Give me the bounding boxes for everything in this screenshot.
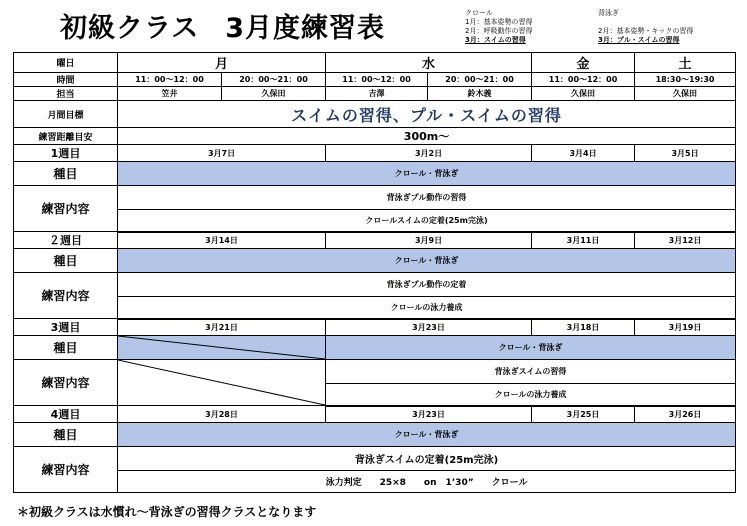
diagonal-strike <box>118 360 325 405</box>
crawl-note-line: 3月：スイムの習得 <box>465 36 526 44</box>
time-cell: 20：00～21：00 <box>222 73 326 87</box>
week-date-fri: 3月4日 <box>532 145 635 162</box>
cancelled-cell <box>118 336 326 360</box>
label-content: 練習内容 <box>14 360 118 406</box>
cancelled-cell <box>118 360 326 406</box>
label-content: 練習内容 <box>14 447 118 493</box>
week-content-line: 背泳ぎプル動作の習得 <box>118 186 736 210</box>
footer-note: ＊初級クラスは水慣れ～背泳ぎの習得クラスとなります <box>17 505 317 519</box>
time-cell: 20：00～21：00 <box>428 73 532 87</box>
label-item: 種目 <box>14 336 118 360</box>
day-fri: 金 <box>532 53 635 73</box>
schedule-table <box>13 52 736 493</box>
backstroke-note-line: 2月：基本姿勢・キックの習得 <box>598 27 694 35</box>
week-item: クロール・背泳ぎ <box>118 162 736 186</box>
backstroke-notes-header: 背泳ぎ <box>598 9 619 17</box>
backstroke-note-line: 3月：プル・スイムの習得 <box>598 36 680 44</box>
label-monthly-goal: 月間目標 <box>14 101 118 128</box>
coach-cell: 吉澤 <box>326 87 428 101</box>
time-cell: 11：00～12：00 <box>532 73 635 87</box>
week-date-sat: 3月26日 <box>635 406 736 423</box>
coach-cell: 久保田 <box>635 87 736 101</box>
day-sat: 土 <box>635 53 736 73</box>
week-name: 3週目 <box>14 319 118 336</box>
title-class: 初級クラス <box>60 13 200 44</box>
diagonal-strike <box>118 336 325 359</box>
week-date-wed: 3月23日 <box>326 406 532 423</box>
monthly-goal: スイムの習得、プル・スイムの習得 <box>118 101 736 128</box>
week-item: クロール・背泳ぎ <box>118 249 736 273</box>
week-date-wed: 3月23日 <box>326 319 532 336</box>
label-content: 練習内容 <box>14 186 118 232</box>
week-content-line: 泳力判定 25×8 on 1’30” クロール <box>118 471 736 493</box>
week-date-mon: 3月7日 <box>118 145 326 162</box>
week-date-sat: 3月5日 <box>635 145 736 162</box>
week-date-wed: 3月2日 <box>326 145 532 162</box>
time-cell: 18:30～19:30 <box>635 73 736 87</box>
page-title <box>60 6 385 45</box>
coach-cell: 笠井 <box>118 87 222 101</box>
label-time: 時間 <box>14 73 118 87</box>
week-content-line: 背泳ぎスイムの定着(25m完泳) <box>118 447 736 471</box>
week-date-fri: 3月18日 <box>532 319 635 336</box>
week-item: クロール・背泳ぎ <box>326 336 736 360</box>
backstroke-notes <box>598 9 693 45</box>
coach-cell: 久保田 <box>532 87 635 101</box>
week-content-line: クロールの泳力養成 <box>118 297 736 319</box>
week-date-wed: 3月9日 <box>326 232 532 249</box>
week-name: 1週目 <box>14 145 118 162</box>
label-item: 種目 <box>14 249 118 273</box>
week-date-sat: 3月12日 <box>635 232 736 249</box>
week-date-mon: 3月21日 <box>118 319 326 336</box>
week-content-line: 背泳ぎスイムの習得 <box>326 360 736 384</box>
week-content-line: 背泳ぎプル動作の定着 <box>118 273 736 297</box>
crawl-notes-header: クロール <box>465 9 493 17</box>
label-item: 種目 <box>14 423 118 447</box>
week-item: クロール・背泳ぎ <box>118 423 736 447</box>
week-name: 4週目 <box>14 406 118 423</box>
coach-cell: 久保田 <box>222 87 326 101</box>
crawl-note-line: 2月：呼吸動作の習得 <box>465 27 533 35</box>
label-distance: 練習距離目安 <box>14 128 118 145</box>
week-date-fri: 3月25日 <box>532 406 635 423</box>
week-date-fri: 3月11日 <box>532 232 635 249</box>
title-plan: 3月度練習表 <box>225 13 385 44</box>
week-date-mon: 3月28日 <box>118 406 326 423</box>
label-day: 曜日 <box>14 53 118 73</box>
label-content: 練習内容 <box>14 273 118 319</box>
day-mon: 月 <box>118 53 326 73</box>
crawl-notes <box>465 9 532 45</box>
coach-cell: 鈴木義 <box>428 87 532 101</box>
distance: 300m～ <box>118 128 736 145</box>
week-date-mon: 3月14日 <box>118 232 326 249</box>
label-coach: 担当 <box>14 87 118 101</box>
label-item: 種目 <box>14 162 118 186</box>
day-wed: 水 <box>326 53 532 73</box>
crawl-note-line: 1月：基本姿勢の習得 <box>465 18 533 26</box>
week-content-line: クロールの泳力養成 <box>326 384 736 406</box>
time-cell: 11：00～12：00 <box>118 73 222 87</box>
week-name: ２週目 <box>14 232 118 249</box>
week-content-line: クロールスイムの定着(25m完泳) <box>118 210 736 232</box>
week-date-sat: 3月19日 <box>635 319 736 336</box>
time-cell: 11：00～12：00 <box>326 73 428 87</box>
